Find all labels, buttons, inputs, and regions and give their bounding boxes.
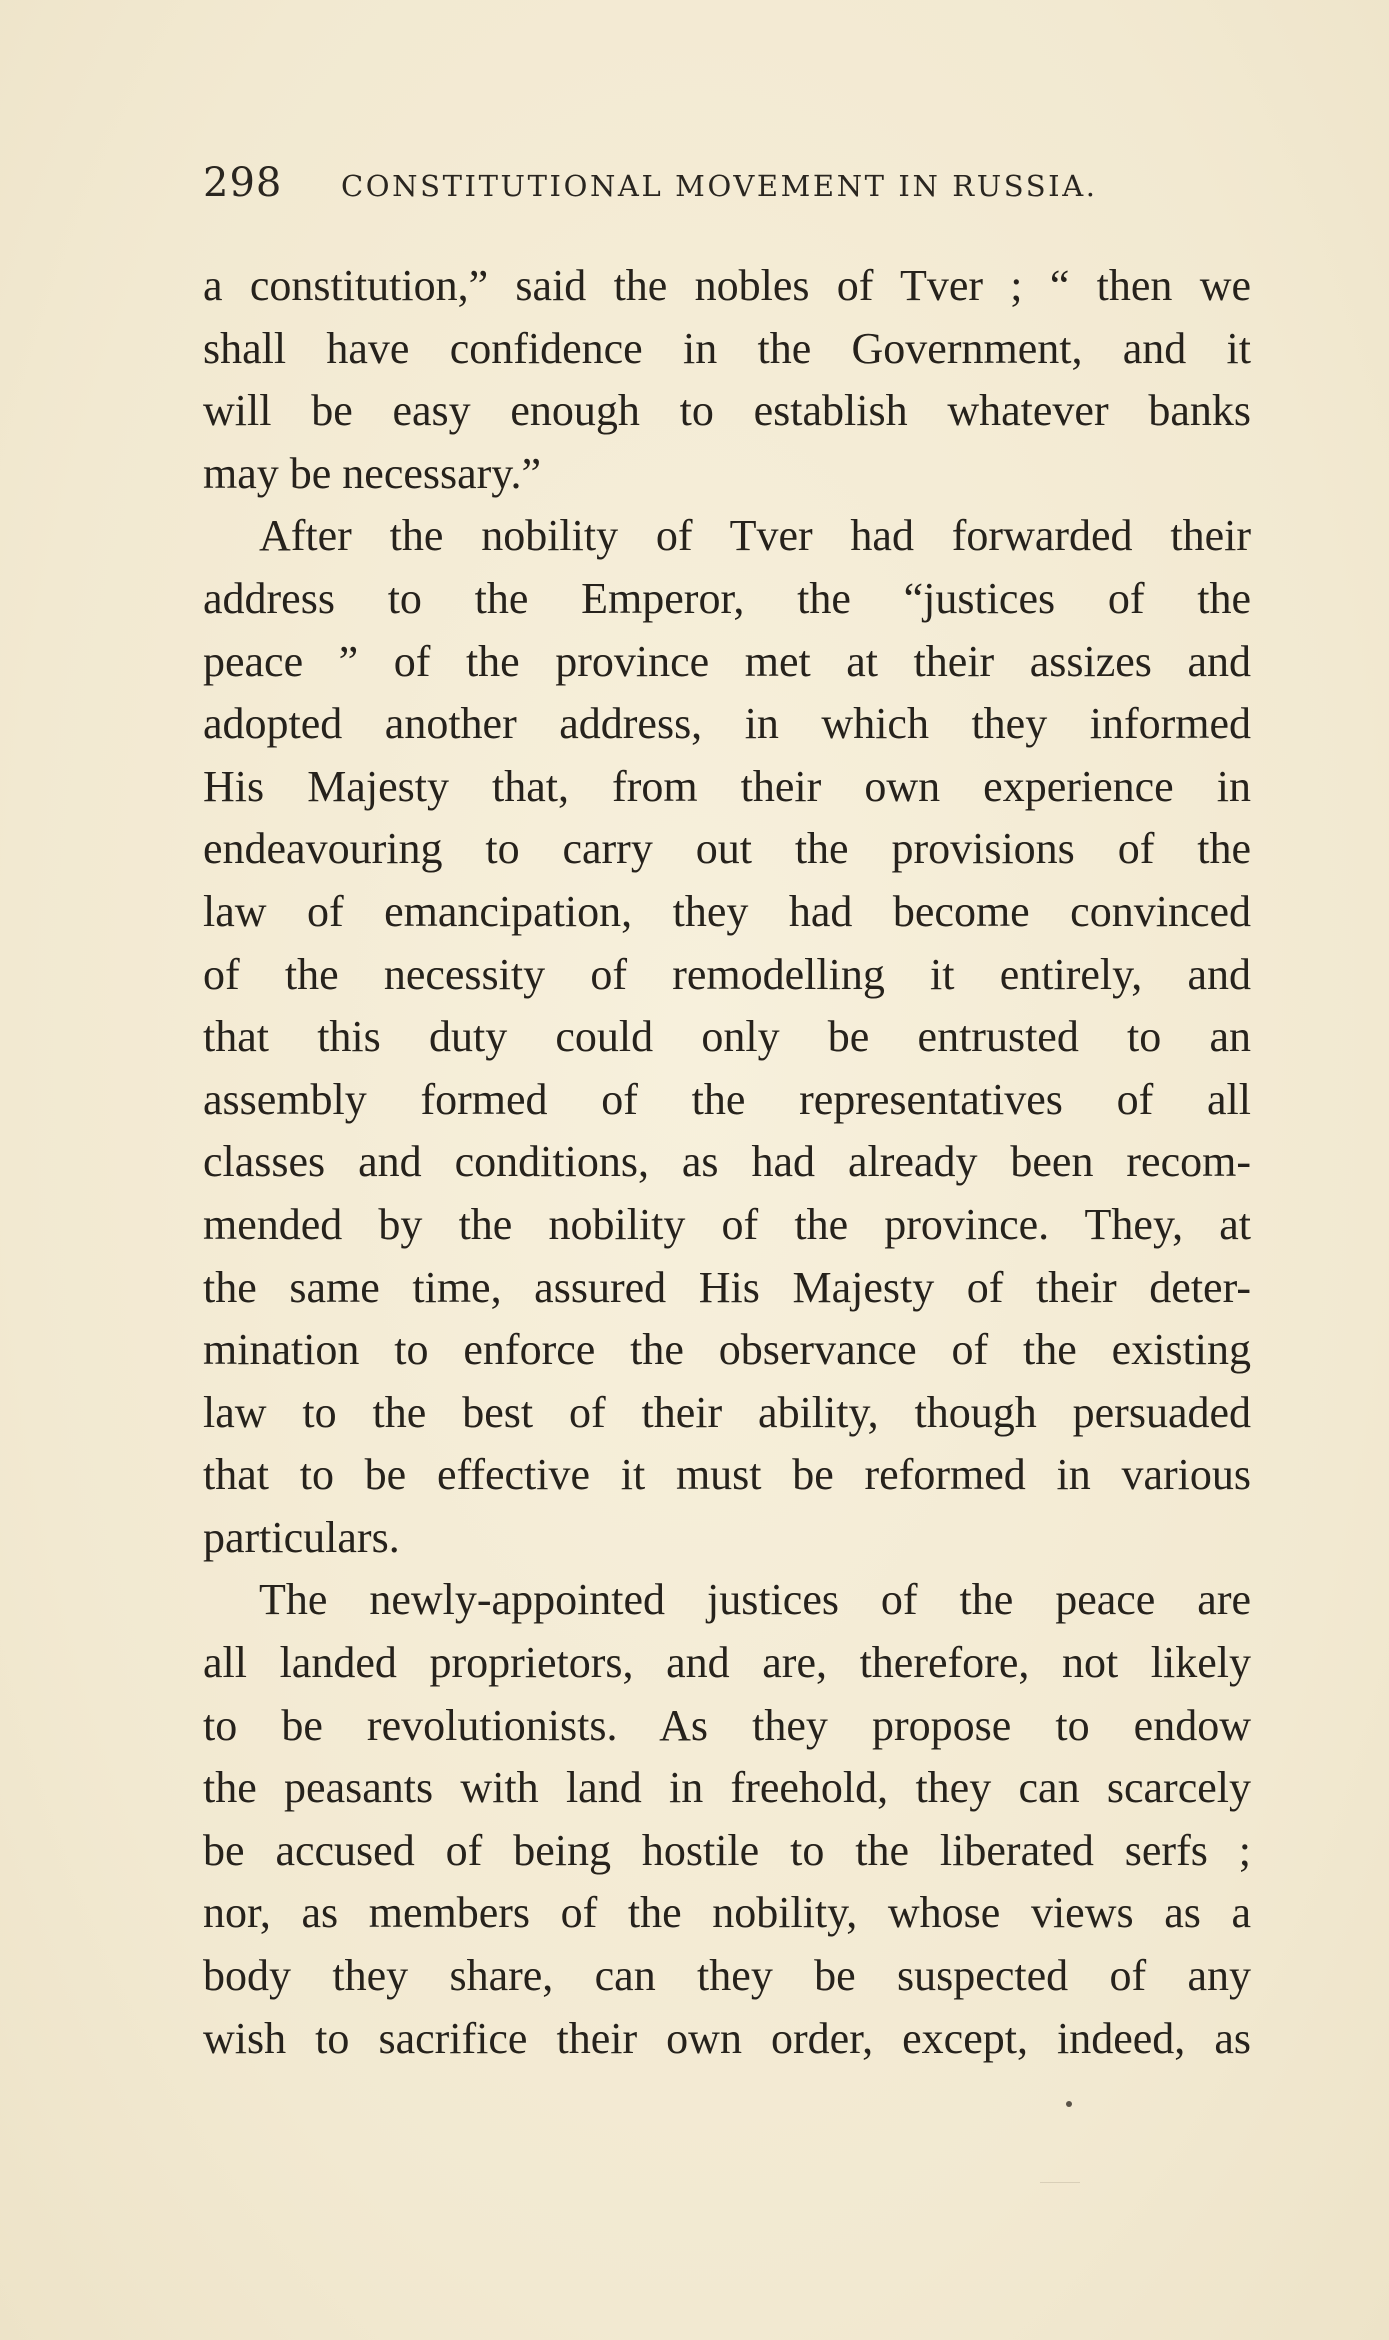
ink-speck [1066,2101,1072,2107]
text-line: body they share, can they be suspected of any [203,1951,1251,2001]
text-line: nor, as members of the nobility, whose views as a [203,1888,1251,1938]
body-text [203,255,1253,2070]
text-line: particulars. [203,1512,400,1562]
text-line: of the necessity of remodelling it entirely, and [203,949,1251,999]
text-line: the same time, assured His Majesty of their deter- [203,1262,1251,1312]
text-line: The newly-appointed justices of the peace are [259,1575,1251,1625]
text-line: law of emancipation, they had become convinced [203,886,1251,936]
text-line: shall have confidence in the Government, and it [203,323,1251,373]
text-line: peace ” of the province met at their assizes and [203,636,1251,686]
text-line: all landed proprietors, and are, therefore, not likely [203,1638,1251,1688]
text-line: mended by the nobility of the province. They, at [203,1199,1251,1249]
text-line: wish to sacrifice their own order, except, indeed, as [203,2013,1251,2063]
running-head: CONSTITUTIONAL MOVEMENT IN RUSSIA. [341,169,1098,203]
text-line: classes and conditions, as had already been recom- [203,1137,1251,1187]
text-line: a constitution,” said the nobles of Tver ; “ then we [203,261,1251,310]
text-line: mination to enforce the observance of the existing [203,1325,1251,1375]
text-line: adopted another address, in which they informed [203,699,1251,749]
text-line: After the nobility of Tver had forwarded their [259,511,1251,561]
page-header [203,160,1203,220]
page-number: 298 [203,160,283,206]
text-line: that this duty could only be entrusted to an [203,1012,1251,1062]
text-line: address to the Emperor, the “justices of the [203,573,1251,623]
text-line: will be easy enough to establish whatever banks [203,386,1251,436]
text-line: law to the best of their ability, though persuaded [203,1387,1251,1437]
text-line: the peasants with land in freehold, they can scarcely [203,1763,1251,1813]
text-line: assembly formed of the representatives of all [203,1074,1251,1124]
text-line: endeavouring to carry out the provisions of the [203,824,1251,874]
text-line: that to be effective it must be reformed in various [203,1450,1251,1500]
text-line: be accused of being hostile to the liberated serfs ; [203,1825,1251,1875]
text-line: to be revolutionists. As they propose to endow [203,1700,1251,1750]
paper-mark [1040,2182,1080,2183]
text-line: His Majesty that, from their own experience in [203,761,1251,811]
text-line: may be necessary.” [203,448,541,498]
